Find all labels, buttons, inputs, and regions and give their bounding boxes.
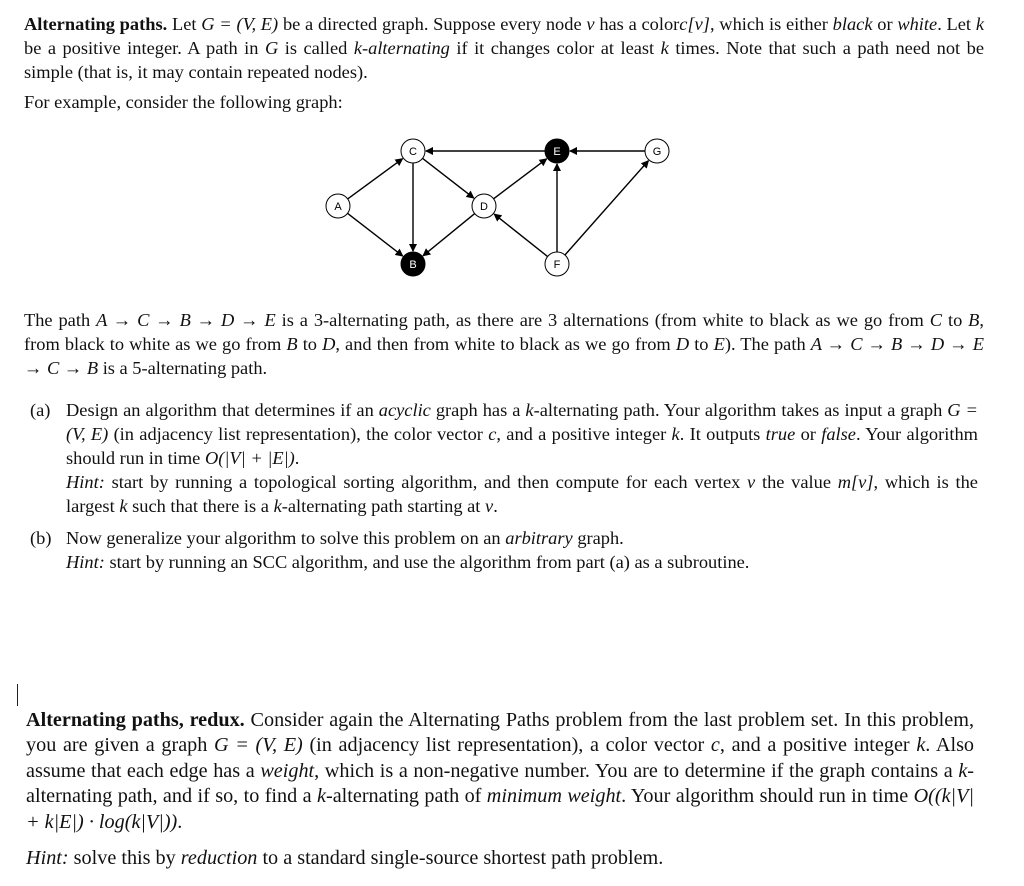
text: , — [873, 472, 879, 492]
text: . Also assume that each edge has a — [26, 734, 975, 782]
text: or — [800, 424, 816, 444]
math: C — [929, 310, 943, 330]
math: G = (V, E) — [66, 400, 978, 444]
node-label: C — [409, 146, 417, 158]
math: c[v] — [679, 14, 710, 34]
text: if it changes color at least — [456, 38, 655, 58]
graph-diagram — [0, 0, 1024, 300]
text: times. — [675, 38, 720, 58]
math: m[v] — [837, 472, 874, 492]
math: k — [916, 734, 926, 757]
math: G = (V, E) — [214, 734, 303, 757]
text: to a standard single-source shortest path problem. — [262, 847, 664, 869]
text: (in adjacency list representation), the color vector — [113, 424, 483, 444]
text: (in adjacency list representation), a color vector — [309, 734, 705, 757]
text: to — [302, 334, 317, 354]
node-G — [645, 139, 669, 163]
text: start by running an SCC algorithm, and use the algorithm from part (a) as a subroutine. — [109, 552, 750, 572]
part-b-tag: (b) — [30, 528, 52, 548]
text: -alternating path starting at — [281, 496, 481, 516]
text: is called — [284, 38, 348, 58]
math: c — [710, 734, 720, 757]
part-a — [30, 398, 978, 518]
example-explanation — [24, 308, 984, 380]
math: E — [713, 334, 725, 354]
node-C — [401, 139, 425, 163]
node-D — [472, 194, 496, 218]
part-a-body: Design an algorithm that determines if an acyclic graph has a k-alternating path. Your algorithm takes as input a graph G = (V, E) (in adjacency list representation), the color vector c, and a positive integer k. It outputs true or false. Your algorithm should run in time O(|V| + |E|). Hint: start by running a topological sorting algorithm, and then compute for each vertex v the value m[v], which is the largest k such that there is a k-alternating path starting at v. — [66, 400, 978, 516]
text: outputs — [706, 424, 761, 444]
problem2-title: Alternating paths, redux. — [26, 709, 245, 731]
node-label: G — [652, 146, 662, 158]
text: input a graph — [844, 400, 943, 420]
emph: minimum weight — [486, 785, 622, 808]
emph: false — [821, 424, 856, 444]
math: B — [968, 310, 980, 330]
text: , from black to white as we go from — [24, 310, 985, 354]
node-B — [401, 252, 425, 276]
text: to — [694, 334, 709, 354]
text: , and a positive integer — [719, 734, 910, 757]
graph-edges — [347, 151, 648, 257]
edge-A-B — [347, 213, 402, 256]
graph-nodes — [326, 139, 669, 276]
text: -alternating path of — [325, 785, 482, 808]
text: or — [877, 14, 893, 34]
math: v — [747, 472, 756, 492]
math: v — [586, 14, 595, 34]
problem2 — [26, 708, 974, 835]
math: k — [975, 14, 984, 34]
node-label: A — [334, 201, 342, 213]
math: O(|V| + |E|) — [204, 448, 295, 468]
text: Note that such a path need not be simple (that is, it may contain repeated nodes). — [24, 38, 984, 82]
node-label: B — [409, 259, 417, 271]
text: graph has a — [435, 400, 521, 420]
text: has a color — [599, 14, 680, 34]
node-label: F — [553, 259, 561, 271]
emph: white — [897, 14, 938, 34]
edge-D-E — [494, 159, 547, 199]
text: -alternating path. Your algorithm takes as — [533, 400, 840, 420]
hint-label: Hint: — [26, 847, 69, 869]
text: , and a positive integer — [496, 424, 667, 444]
math: k — [525, 400, 534, 420]
math: O((k|V| + k|E|) · log(k|V|)) — [26, 785, 974, 833]
math: D — [322, 334, 336, 354]
hint-label: Hint: — [66, 472, 105, 492]
math: B — [286, 334, 298, 354]
edge-C-D — [422, 158, 473, 198]
emph: k-alternating — [353, 38, 450, 58]
text: start by running a topological sorting algorithm, and then compute for each vertex — [111, 472, 741, 492]
text: . It — [679, 424, 701, 444]
text: which is the largest — [66, 472, 978, 516]
math: k — [958, 759, 968, 782]
emph: true — [765, 424, 796, 444]
math: A → C → B → D → E — [96, 310, 276, 330]
text: go from — [863, 310, 924, 330]
text: solve this by — [73, 847, 176, 869]
math: G — [264, 38, 279, 58]
hint-label: Hint: — [66, 552, 105, 572]
math: k — [119, 496, 128, 516]
text: , and then from white to black as we go from — [335, 334, 671, 354]
text: Design an algorithm that determines if an — [66, 400, 374, 420]
math: k — [317, 785, 326, 808]
emph: arbitrary — [505, 528, 573, 548]
text: -alternating path, and if so, to find a — [26, 759, 975, 808]
edge-D-B — [423, 214, 475, 256]
text: the value — [761, 472, 831, 492]
math: A → C → B → D → E → C → B — [24, 334, 984, 378]
text: . — [493, 496, 498, 516]
emph: acyclic — [378, 400, 431, 420]
text: , which is a non-negative number. You are to determine if the graph contains a — [314, 759, 953, 782]
emph: black — [832, 14, 873, 34]
node-A — [326, 194, 350, 218]
text: to — [947, 310, 963, 330]
node-E — [545, 139, 569, 163]
problem2-hint — [26, 846, 974, 871]
example-intro: For example, consider the following graph: — [24, 92, 343, 112]
text: be a positive integer. A path in — [24, 38, 259, 58]
emph: weight — [260, 759, 315, 782]
math: k — [671, 424, 680, 444]
math: v — [485, 496, 494, 516]
math: k — [273, 496, 282, 516]
text: Let — [171, 14, 197, 34]
math: c — [488, 424, 497, 444]
text: Consider again the Alternating Paths problem from the last problem set. In this problem, you are given a graph — [26, 709, 974, 757]
text: The path — [24, 310, 91, 330]
text: is a 3-alternating path, as there are 3 alternations (from white to black as we — [281, 310, 858, 330]
node-label: D — [480, 201, 488, 213]
edge-F-G — [565, 161, 648, 255]
text: be a directed graph. Suppose every node — [282, 14, 582, 34]
text: . — [177, 810, 183, 833]
part-b — [30, 526, 978, 574]
text-cursor — [17, 684, 18, 706]
text: ). The path — [724, 334, 806, 354]
text: such that there is a — [132, 496, 269, 516]
text: Now generalize your algorithm to solve this problem on an — [66, 528, 501, 548]
part-a-tag: (a) — [30, 400, 51, 420]
edge-F-D — [494, 214, 547, 256]
text: . Your algorithm should run in time — [621, 785, 909, 808]
node-label: E — [553, 146, 561, 158]
math: D — [675, 334, 690, 354]
edge-A-C — [348, 159, 403, 199]
node-F — [545, 252, 569, 276]
problem1-title: Alternating paths. — [24, 14, 168, 34]
text: , which is either — [709, 14, 828, 34]
part-b-body — [66, 526, 978, 574]
emph: reduction — [180, 847, 258, 869]
math: G = (V, E) — [201, 14, 279, 34]
text: is a 5-alternating path. — [102, 358, 268, 378]
math: k — [660, 38, 669, 58]
text: . Your algorithm should run in time — [66, 424, 978, 468]
text: graph. — [577, 528, 624, 548]
text: . Let — [937, 14, 972, 34]
